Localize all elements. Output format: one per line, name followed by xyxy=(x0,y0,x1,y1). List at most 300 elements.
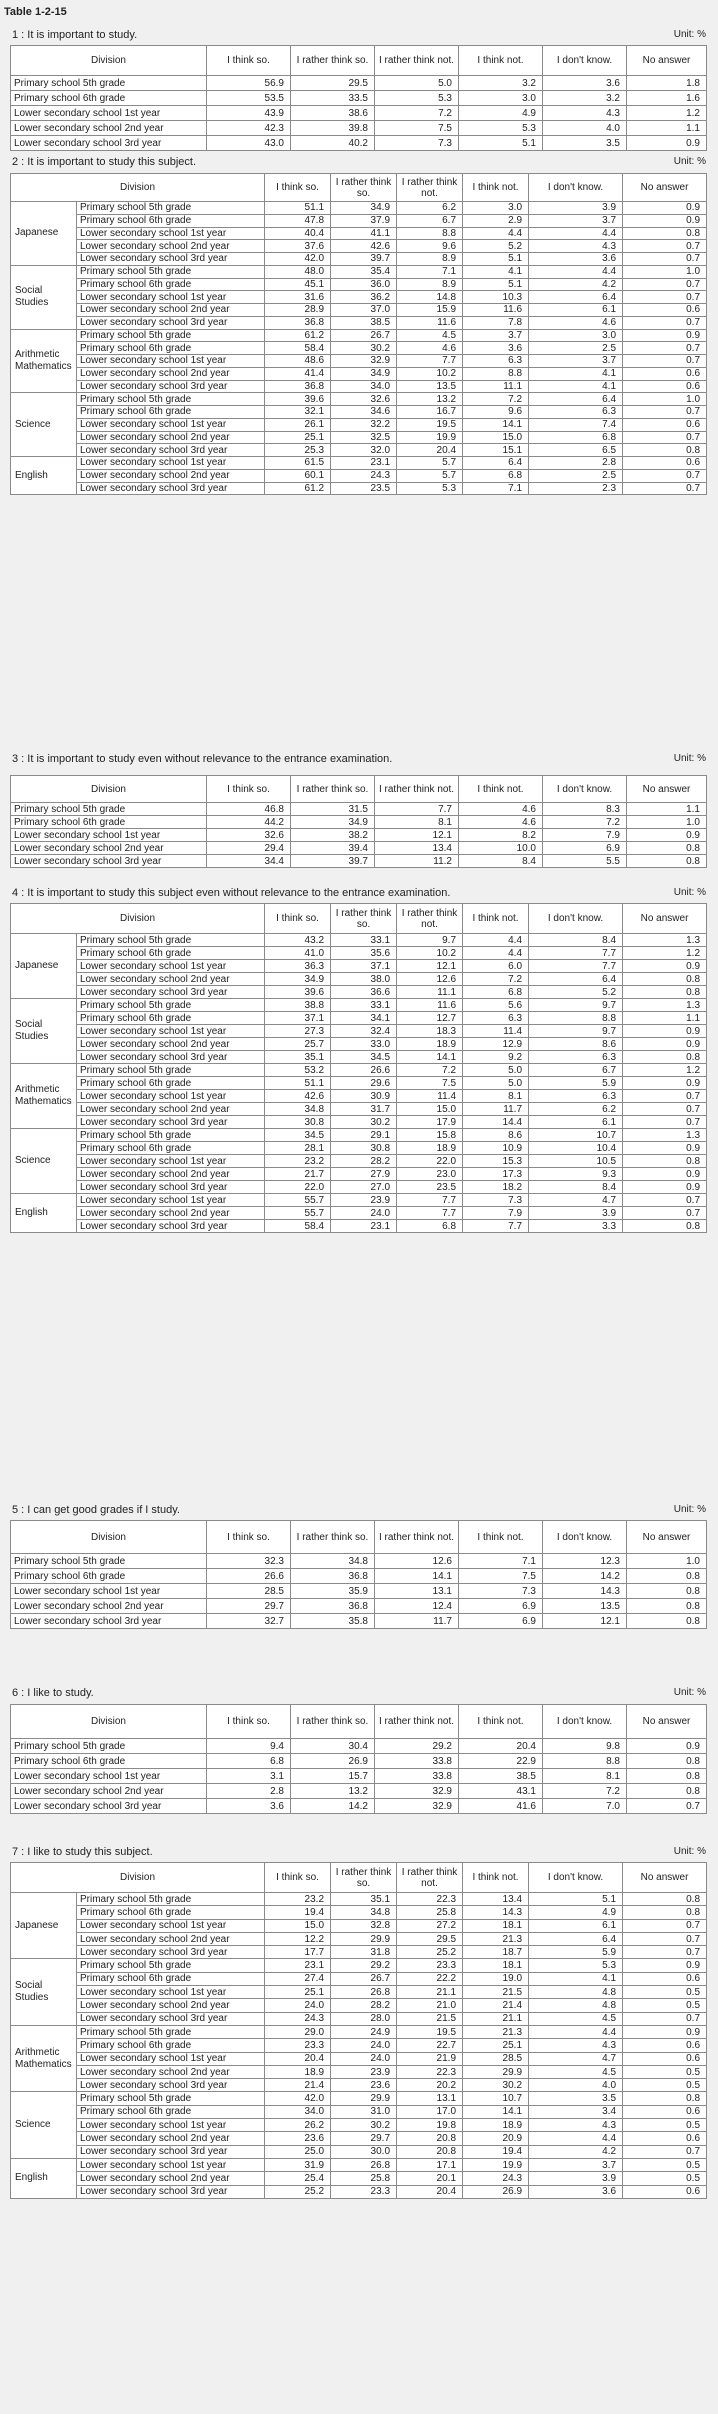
subject-label: Arithmetic Mathematics xyxy=(11,1064,77,1129)
subject-label: Japanese xyxy=(11,934,77,999)
table-row xyxy=(11,1155,707,1168)
value-cell: 26.9 xyxy=(291,1754,375,1769)
value-cell: 8.8 xyxy=(463,367,529,380)
section-header xyxy=(10,28,706,42)
header-column: I rather think so. xyxy=(331,174,397,202)
value-cell: 1.3 xyxy=(623,1129,707,1142)
value-cell: 20.2 xyxy=(397,2079,463,2092)
value-cell: 1.6 xyxy=(627,91,707,106)
table-row xyxy=(11,367,707,380)
value-cell: 14.1 xyxy=(375,1569,459,1584)
value-cell: 7.7 xyxy=(529,947,623,960)
value-cell: 3.5 xyxy=(543,136,627,151)
value-cell: 36.6 xyxy=(331,986,397,999)
value-cell: 0.5 xyxy=(623,2065,707,2078)
value-cell: 26.9 xyxy=(463,2185,529,2198)
value-cell: 22.3 xyxy=(397,2065,463,2078)
table-row xyxy=(11,2145,707,2158)
value-cell: 33.1 xyxy=(331,999,397,1012)
header-column: I don't know. xyxy=(543,1705,627,1739)
value-cell: 4.1 xyxy=(529,380,623,393)
header-column: I think not. xyxy=(463,904,529,934)
section-5 xyxy=(10,1503,706,1629)
value-cell: 5.1 xyxy=(463,278,529,291)
value-cell: 9.2 xyxy=(463,1051,529,1064)
value-cell: 29.9 xyxy=(331,1932,397,1945)
value-cell: 23.9 xyxy=(331,2065,397,2078)
value-cell: 12.3 xyxy=(543,1554,627,1569)
value-cell: 0.8 xyxy=(623,973,707,986)
value-cell: 0.7 xyxy=(623,1116,707,1129)
value-cell: 24.0 xyxy=(331,2052,397,2065)
value-cell: 8.8 xyxy=(529,1012,623,1025)
value-cell: 9.7 xyxy=(529,999,623,1012)
subject-label: English xyxy=(11,457,77,495)
value-cell: 0.6 xyxy=(623,1972,707,1985)
header-column: I think so. xyxy=(207,776,291,803)
value-cell: 8.3 xyxy=(543,803,627,816)
value-cell: 42.6 xyxy=(265,1090,331,1103)
value-cell: 26.8 xyxy=(331,1986,397,1999)
table-row xyxy=(11,1739,707,1754)
value-cell: 39.7 xyxy=(291,855,375,868)
table-row xyxy=(11,1194,707,1207)
table-row xyxy=(11,1769,707,1784)
value-cell: 0.8 xyxy=(623,1906,707,1919)
row-label: Lower secondary school 3rd year xyxy=(77,380,265,393)
row-label: Primary school 6th grade xyxy=(77,406,265,419)
value-cell: 7.7 xyxy=(397,1207,463,1220)
table-row xyxy=(11,1168,707,1181)
value-cell: 29.9 xyxy=(463,2065,529,2078)
value-cell: 5.3 xyxy=(529,1959,623,1972)
value-cell: 29.6 xyxy=(331,1077,397,1090)
value-cell: 34.8 xyxy=(291,1554,375,1569)
value-cell: 18.9 xyxy=(397,1142,463,1155)
row-label: Primary school 6th grade xyxy=(77,1077,265,1090)
section-title: 2 : It is important to study this subject. xyxy=(12,156,197,168)
value-cell: 27.0 xyxy=(331,1181,397,1194)
value-cell: 14.4 xyxy=(463,1116,529,1129)
value-cell: 4.5 xyxy=(529,2065,623,2078)
section-title: 5 : I can get good grades if I study. xyxy=(12,1504,180,1516)
value-cell: 4.8 xyxy=(529,1986,623,1999)
value-cell: 12.6 xyxy=(375,1554,459,1569)
row-label: Lower secondary school 3rd year xyxy=(77,1181,265,1194)
section-header xyxy=(10,1503,706,1517)
value-cell: 18.1 xyxy=(463,1959,529,1972)
value-cell: 22.3 xyxy=(397,1893,463,1906)
value-cell: 22.7 xyxy=(397,2039,463,2052)
value-cell: 3.0 xyxy=(463,202,529,215)
value-cell: 3.6 xyxy=(207,1799,291,1814)
value-cell: 25.3 xyxy=(265,444,331,457)
value-cell: 23.2 xyxy=(265,1893,331,1906)
header-column: I rather think not. xyxy=(375,1705,459,1739)
value-cell: 0.5 xyxy=(623,2158,707,2171)
value-cell: 11.4 xyxy=(397,1090,463,1103)
value-cell: 9.6 xyxy=(397,240,463,253)
value-cell: 34.0 xyxy=(331,380,397,393)
row-label: Primary school 6th grade xyxy=(77,2105,265,2118)
value-cell: 15.3 xyxy=(463,1155,529,1168)
row-label: Lower secondary school 1st year xyxy=(77,2158,265,2171)
value-cell: 10.3 xyxy=(463,291,529,304)
header-column: I rather think not. xyxy=(375,1521,459,1554)
value-cell: 29.5 xyxy=(291,76,375,91)
subject-label: Social Studies xyxy=(11,999,77,1064)
value-cell: 34.9 xyxy=(291,816,375,829)
value-cell: 12.4 xyxy=(375,1599,459,1614)
value-cell: 5.9 xyxy=(529,1077,623,1090)
value-cell: 39.6 xyxy=(265,986,331,999)
value-cell: 8.2 xyxy=(459,829,543,842)
subject-label: Japanese xyxy=(11,1893,77,1959)
value-cell: 11.6 xyxy=(397,999,463,1012)
row-label: Lower secondary school 2nd year xyxy=(77,2172,265,2185)
value-cell: 0.7 xyxy=(623,1194,707,1207)
value-cell: 30.2 xyxy=(463,2079,529,2092)
value-cell: 0.7 xyxy=(623,240,707,253)
table-row xyxy=(11,240,707,253)
value-cell: 39.6 xyxy=(265,393,331,406)
value-cell: 8.1 xyxy=(375,816,459,829)
header-row xyxy=(11,46,707,76)
value-cell: 15.9 xyxy=(397,304,463,317)
value-cell: 29.7 xyxy=(207,1599,291,1614)
value-cell: 51.1 xyxy=(265,1077,331,1090)
value-cell: 0.6 xyxy=(623,2185,707,2198)
value-cell: 34.5 xyxy=(265,1129,331,1142)
value-cell: 30.2 xyxy=(331,2119,397,2132)
header-column: I think so. xyxy=(207,46,291,76)
row-label: Primary school 5th grade xyxy=(77,202,265,215)
row-label: Lower secondary school 2nd year xyxy=(11,842,207,855)
row-label: Primary school 6th grade xyxy=(11,1754,207,1769)
row-label: Primary school 6th grade xyxy=(77,1012,265,1025)
header-column: No answer xyxy=(623,1863,707,1893)
value-cell: 7.3 xyxy=(375,136,459,151)
value-cell: 7.1 xyxy=(463,482,529,495)
table-row xyxy=(11,934,707,947)
value-cell: 0.8 xyxy=(627,1769,707,1784)
value-cell: 3.5 xyxy=(529,2092,623,2105)
value-cell: 1.8 xyxy=(627,76,707,91)
row-label: Lower secondary school 3rd year xyxy=(77,986,265,999)
value-cell: 42.0 xyxy=(265,253,331,266)
row-label: Lower secondary school 3rd year xyxy=(11,1799,207,1814)
value-cell: 4.3 xyxy=(529,2119,623,2132)
value-cell: 18.9 xyxy=(265,2065,331,2078)
value-cell: 6.1 xyxy=(529,1919,623,1932)
table-row xyxy=(11,1959,707,1972)
row-label: Lower secondary school 3rd year xyxy=(77,444,265,457)
value-cell: 11.6 xyxy=(397,316,463,329)
value-cell: 21.5 xyxy=(463,1986,529,1999)
value-cell: 32.7 xyxy=(207,1614,291,1629)
value-cell: 9.6 xyxy=(463,406,529,419)
table-row xyxy=(11,1932,707,1945)
value-cell: 6.1 xyxy=(529,304,623,317)
header-column: I think so. xyxy=(265,174,331,202)
header-column: I think not. xyxy=(463,174,529,202)
value-cell: 3.2 xyxy=(543,91,627,106)
value-cell: 28.5 xyxy=(463,2052,529,2065)
value-cell: 15.0 xyxy=(463,431,529,444)
value-cell: 43.9 xyxy=(207,106,291,121)
table-row xyxy=(11,1181,707,1194)
value-cell: 21.9 xyxy=(397,2052,463,2065)
value-cell: 61.2 xyxy=(265,482,331,495)
value-cell: 14.1 xyxy=(397,1051,463,1064)
value-cell: 13.2 xyxy=(397,393,463,406)
value-cell: 8.4 xyxy=(529,934,623,947)
value-cell: 4.7 xyxy=(529,1194,623,1207)
value-cell: 38.0 xyxy=(331,973,397,986)
header-column: I don't know. xyxy=(543,46,627,76)
value-cell: 16.7 xyxy=(397,406,463,419)
header-column: No answer xyxy=(623,174,707,202)
row-label: Lower secondary school 2nd year xyxy=(77,367,265,380)
value-cell: 7.2 xyxy=(397,1064,463,1077)
value-cell: 24.9 xyxy=(331,2025,397,2038)
table-row xyxy=(11,227,707,240)
value-cell: 31.8 xyxy=(331,1946,397,1959)
value-cell: 5.3 xyxy=(375,91,459,106)
value-cell: 4.4 xyxy=(529,2025,623,2038)
value-cell: 1.2 xyxy=(627,106,707,121)
table-row xyxy=(11,457,707,470)
value-cell: 25.1 xyxy=(265,431,331,444)
row-label: Primary school 6th grade xyxy=(77,2039,265,2052)
value-cell: 0.6 xyxy=(623,2132,707,2145)
table-row xyxy=(11,2119,707,2132)
value-cell: 19.0 xyxy=(463,1972,529,1985)
value-cell: 6.0 xyxy=(463,960,529,973)
value-cell: 0.6 xyxy=(623,418,707,431)
value-cell: 4.1 xyxy=(529,1972,623,1985)
value-cell: 37.1 xyxy=(265,1012,331,1025)
value-cell: 21.4 xyxy=(265,2079,331,2092)
value-cell: 6.4 xyxy=(463,457,529,470)
value-cell: 7.2 xyxy=(463,973,529,986)
value-cell: 6.2 xyxy=(529,1103,623,1116)
subject-label: Social Studies xyxy=(11,1959,77,2025)
value-cell: 9.7 xyxy=(397,934,463,947)
section-title: 6 : I like to study. xyxy=(12,1687,94,1699)
value-cell: 0.8 xyxy=(627,1614,707,1629)
value-cell: 0.9 xyxy=(623,1168,707,1181)
value-cell: 3.6 xyxy=(463,342,529,355)
value-cell: 6.3 xyxy=(529,1051,623,1064)
value-cell: 32.5 xyxy=(331,431,397,444)
table-row xyxy=(11,1554,707,1569)
value-cell: 1.1 xyxy=(627,803,707,816)
table-row xyxy=(11,829,707,842)
value-cell: 34.1 xyxy=(331,1012,397,1025)
table-row xyxy=(11,253,707,266)
value-cell: 10.2 xyxy=(397,367,463,380)
table-row xyxy=(11,999,707,1012)
value-cell: 0.6 xyxy=(623,380,707,393)
value-cell: 31.9 xyxy=(265,2158,331,2171)
value-cell: 15.7 xyxy=(291,1769,375,1784)
value-cell: 34.9 xyxy=(331,367,397,380)
header-column: I rather think not. xyxy=(397,174,463,202)
table-row xyxy=(11,278,707,291)
value-cell: 3.9 xyxy=(529,1207,623,1220)
table-row xyxy=(11,2052,707,2065)
row-label: Lower secondary school 1st year xyxy=(11,1769,207,1784)
table-row xyxy=(11,1999,707,2012)
value-cell: 22.9 xyxy=(459,1754,543,1769)
value-cell: 0.7 xyxy=(623,1103,707,1116)
row-label: Lower secondary school 3rd year xyxy=(77,1220,265,1233)
table-row xyxy=(11,1077,707,1090)
header-column: No answer xyxy=(623,904,707,934)
table-row xyxy=(11,1799,707,1814)
value-cell: 47.8 xyxy=(265,214,331,227)
value-cell: 7.5 xyxy=(459,1569,543,1584)
value-cell: 7.5 xyxy=(375,121,459,136)
value-cell: 12.6 xyxy=(397,973,463,986)
value-cell: 34.5 xyxy=(331,1051,397,1064)
table-row xyxy=(11,1754,707,1769)
value-cell: 37.1 xyxy=(331,960,397,973)
value-cell: 5.6 xyxy=(463,999,529,1012)
value-cell: 17.3 xyxy=(463,1168,529,1181)
table-row xyxy=(11,1986,707,1999)
table-title: Table 1-2-15 xyxy=(4,6,67,18)
value-cell: 0.6 xyxy=(623,2039,707,2052)
value-cell: 13.2 xyxy=(291,1784,375,1799)
value-cell: 0.7 xyxy=(623,482,707,495)
value-cell: 7.5 xyxy=(397,1077,463,1090)
value-cell: 19.9 xyxy=(397,431,463,444)
value-cell: 21.1 xyxy=(463,2012,529,2025)
value-cell: 19.5 xyxy=(397,2025,463,2038)
row-label: Lower secondary school 2nd year xyxy=(11,1784,207,1799)
data-table xyxy=(10,45,707,151)
subject-label: Science xyxy=(11,1129,77,1194)
value-cell: 4.3 xyxy=(543,106,627,121)
value-cell: 2.9 xyxy=(463,214,529,227)
value-cell: 26.7 xyxy=(331,329,397,342)
value-cell: 23.9 xyxy=(331,1194,397,1207)
value-cell: 5.0 xyxy=(463,1064,529,1077)
table-row xyxy=(11,1569,707,1584)
value-cell: 0.6 xyxy=(623,367,707,380)
value-cell: 4.4 xyxy=(463,227,529,240)
row-label: Lower secondary school 2nd year xyxy=(11,1599,207,1614)
table-row xyxy=(11,2012,707,2025)
value-cell: 35.9 xyxy=(291,1584,375,1599)
value-cell: 13.5 xyxy=(397,380,463,393)
value-cell: 19.5 xyxy=(397,418,463,431)
row-label: Primary school 5th grade xyxy=(11,76,207,91)
value-cell: 20.4 xyxy=(397,444,463,457)
value-cell: 41.1 xyxy=(331,227,397,240)
value-cell: 5.7 xyxy=(397,469,463,482)
value-cell: 6.4 xyxy=(529,291,623,304)
value-cell: 6.8 xyxy=(463,469,529,482)
table-row xyxy=(11,265,707,278)
value-cell: 35.4 xyxy=(331,265,397,278)
value-cell: 1.0 xyxy=(623,265,707,278)
value-cell: 14.1 xyxy=(463,418,529,431)
value-cell: 8.4 xyxy=(529,1181,623,1194)
table-row xyxy=(11,304,707,317)
value-cell: 31.5 xyxy=(291,803,375,816)
value-cell: 28.0 xyxy=(331,2012,397,2025)
row-label: Lower secondary school 2nd year xyxy=(77,1207,265,1220)
value-cell: 34.6 xyxy=(331,406,397,419)
value-cell: 27.2 xyxy=(397,1919,463,1932)
header-column: I think so. xyxy=(265,1863,331,1893)
value-cell: 58.4 xyxy=(265,342,331,355)
value-cell: 4.6 xyxy=(459,816,543,829)
value-cell: 5.3 xyxy=(459,121,543,136)
value-cell: 22.2 xyxy=(397,1972,463,1985)
value-cell: 43.1 xyxy=(459,1784,543,1799)
value-cell: 41.0 xyxy=(265,947,331,960)
value-cell: 28.2 xyxy=(331,1155,397,1168)
table-row xyxy=(11,1972,707,1985)
value-cell: 6.5 xyxy=(529,444,623,457)
value-cell: 56.9 xyxy=(207,76,291,91)
value-cell: 15.0 xyxy=(265,1919,331,1932)
value-cell: 61.2 xyxy=(265,329,331,342)
value-cell: 23.3 xyxy=(331,2185,397,2198)
table-row xyxy=(11,444,707,457)
value-cell: 5.9 xyxy=(529,1946,623,1959)
table-row xyxy=(11,1142,707,1155)
value-cell: 34.0 xyxy=(265,2105,331,2118)
row-label: Lower secondary school 3rd year xyxy=(77,316,265,329)
value-cell: 0.7 xyxy=(627,1799,707,1814)
header-column: I don't know. xyxy=(543,776,627,803)
table-row xyxy=(11,1220,707,1233)
value-cell: 13.4 xyxy=(463,1893,529,1906)
value-cell: 6.4 xyxy=(529,1932,623,1945)
value-cell: 3.9 xyxy=(529,202,623,215)
value-cell: 37.9 xyxy=(331,214,397,227)
value-cell: 28.9 xyxy=(265,304,331,317)
value-cell: 8.1 xyxy=(543,1769,627,1784)
row-label: Lower secondary school 3rd year xyxy=(11,1614,207,1629)
row-label: Primary school 6th grade xyxy=(11,1569,207,1584)
header-column: I rather think so. xyxy=(291,1521,375,1554)
value-cell: 25.0 xyxy=(265,2145,331,2158)
value-cell: 5.2 xyxy=(463,240,529,253)
value-cell: 14.3 xyxy=(543,1584,627,1599)
table-row xyxy=(11,1919,707,1932)
value-cell: 20.9 xyxy=(463,2132,529,2145)
value-cell: 5.1 xyxy=(463,253,529,266)
row-label: Primary school 5th grade xyxy=(77,1959,265,1972)
value-cell: 6.8 xyxy=(463,986,529,999)
value-cell: 0.8 xyxy=(627,1584,707,1599)
value-cell: 14.2 xyxy=(543,1569,627,1584)
header-row xyxy=(11,1863,707,1893)
row-label: Lower secondary school 2nd year xyxy=(77,973,265,986)
value-cell: 2.8 xyxy=(207,1784,291,1799)
header-column: I rather think not. xyxy=(375,776,459,803)
value-cell: 4.4 xyxy=(529,2132,623,2145)
value-cell: 3.4 xyxy=(529,2105,623,2118)
header-division: Division xyxy=(11,46,207,76)
value-cell: 0.9 xyxy=(623,960,707,973)
